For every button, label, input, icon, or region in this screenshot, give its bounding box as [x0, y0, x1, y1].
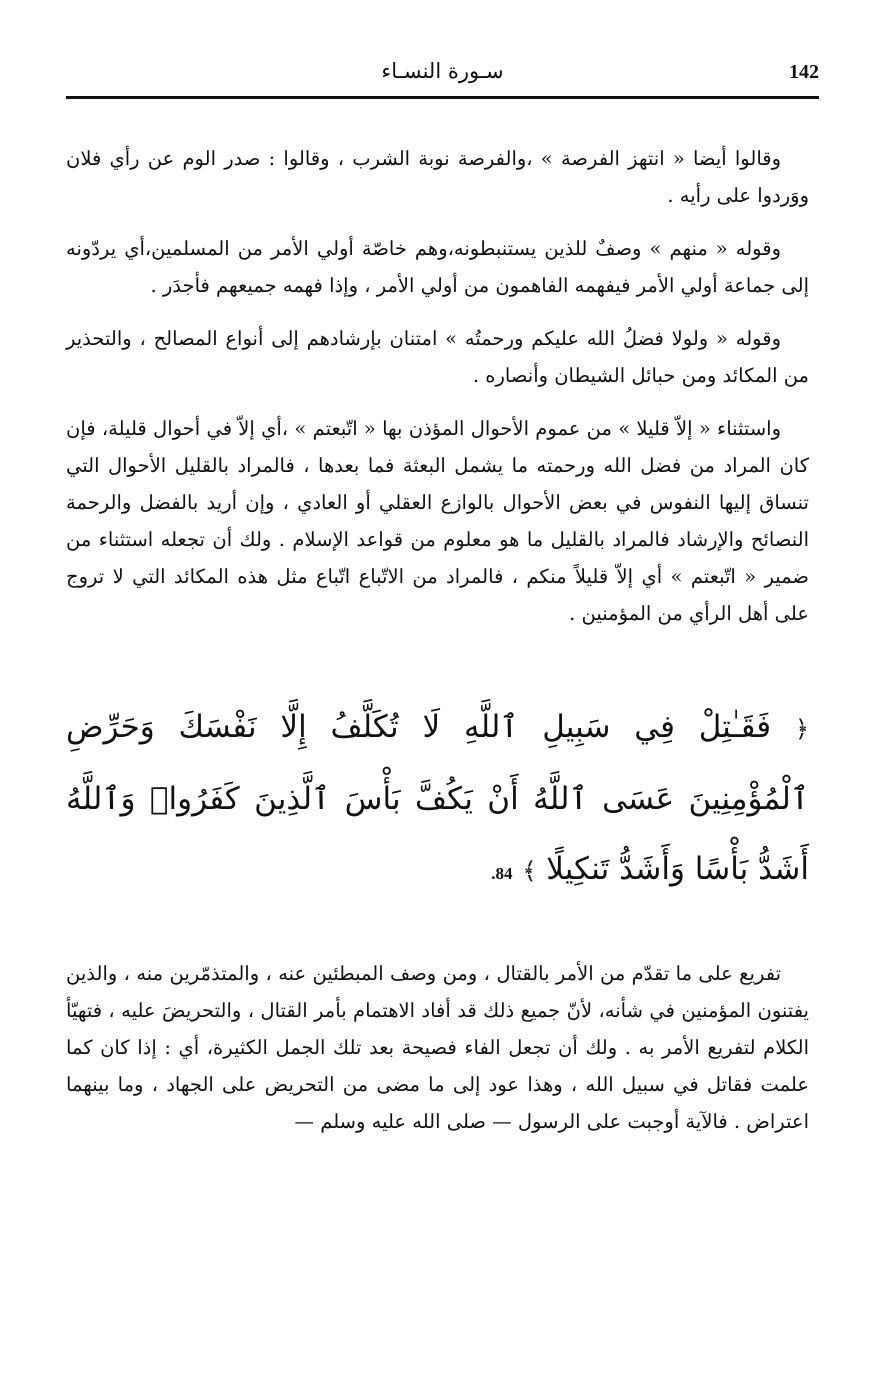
verse-close-ornament: ﴾: [522, 857, 537, 885]
verse-number: 84.: [491, 864, 513, 883]
verse-open-ornament: ﴿: [794, 715, 810, 743]
paragraph-4: واستثناء « إلاّ قليلا » من عموم الأحوال المؤذن بها « اتّبعتم » ،أي إلاّ في أحوال قليلة، فإن كان المراد من فضل الله ورحمته ما يشمل البعثة فما بعدها ، فالمراد بالقليل الأحوال التي تنساق إليها النفوس في بعض الأحوال بالوازع العقلي أو العادي ، وإن أريد بالفضل والرحمة النصائح والإرشاد فالمراد بالقليل ما هو معلوم من قواعد الإسلام . ولك أن تجعله استثناء من ضمير « اتّبعتم » أي إلاّ قليلاً منكم ، فالمراد من الاتّباع اتّباع مثل هذه المكائد التي لا تروج على أهل الرأي من المؤمنين .: [66, 417, 809, 625]
page-header: [66, 55, 819, 99]
verse-text: فَقَـٰتِلْ فِي سَبِيلِ ٱللَّهِ لَا تُكَلَّفُ إِلَّا نَفْسَكَ وَحَرِّضِ ٱلْمُؤْمِنِينَ عَسَى ٱللَّهُ أَنْ يَكُفَّ بَأْسَ ٱلَّذِينَ كَفَرُوا۟ وَٱللَّهُ أَشَدُّ بَأْسًا وَأَشَدُّ تَنكِيلًا: [66, 709, 809, 887]
quran-verse: [66, 692, 809, 909]
commentary-paragraph: تفريع على ما تقدّم من الأمر بالقتال ، ومن وصف المبطئين عنه ، والمتذمّرين منه ، والذين يفتنون المؤمنين في شأنه، لأنّ جميع ذلك قد أفاد الاهتمام بأمر القتال ، والتحريضَ عليه ، فتهيّأ الكلام لتفريع الأمر به . ولك أن تجعل الفاء فصيحة بعد تلك الجمل الكثيرة، أي : إذا كان كما علمت فقاتل في سبيل الله ، وهذا عود إلى ما مضى من التحريض على الجهاد ، وما بينهما اعتراض . فالآية أوجبت على الرسول — صلى الله عليه وسلم —: [66, 962, 809, 1133]
page-body: [66, 140, 809, 1156]
header-rule: [66, 96, 819, 99]
paragraph-3: وقوله « ولولا فضلُ الله عليكم ورحمتُه » امتنان بإرشادهم إلى أنواع المصالح ، والتحذير من المكائد ومن حبائل الشيطان وأنصاره .: [66, 327, 809, 387]
paragraph-2: وقوله « منهم » وصفٌ للذين يستنبطونه،وهم خاصّة أولي الأمر من المسلمين،أي يردّونه إلى جماعة أولي الأمر فيفهمه الفاهمون من أولي الأمر ، وإذا فهمه جميعهم فأجدَر .: [66, 237, 809, 297]
paragraph-1: وقالوا أيضا « انتهز الفرصة » ،والفرصة نوبة الشرب ، وقالوا : صدر الوم عن رأي فلان ووَردوا على رأيه .: [66, 147, 809, 207]
running-title: سـورة النسـاء: [381, 59, 504, 83]
page-number: 142: [789, 61, 819, 83]
